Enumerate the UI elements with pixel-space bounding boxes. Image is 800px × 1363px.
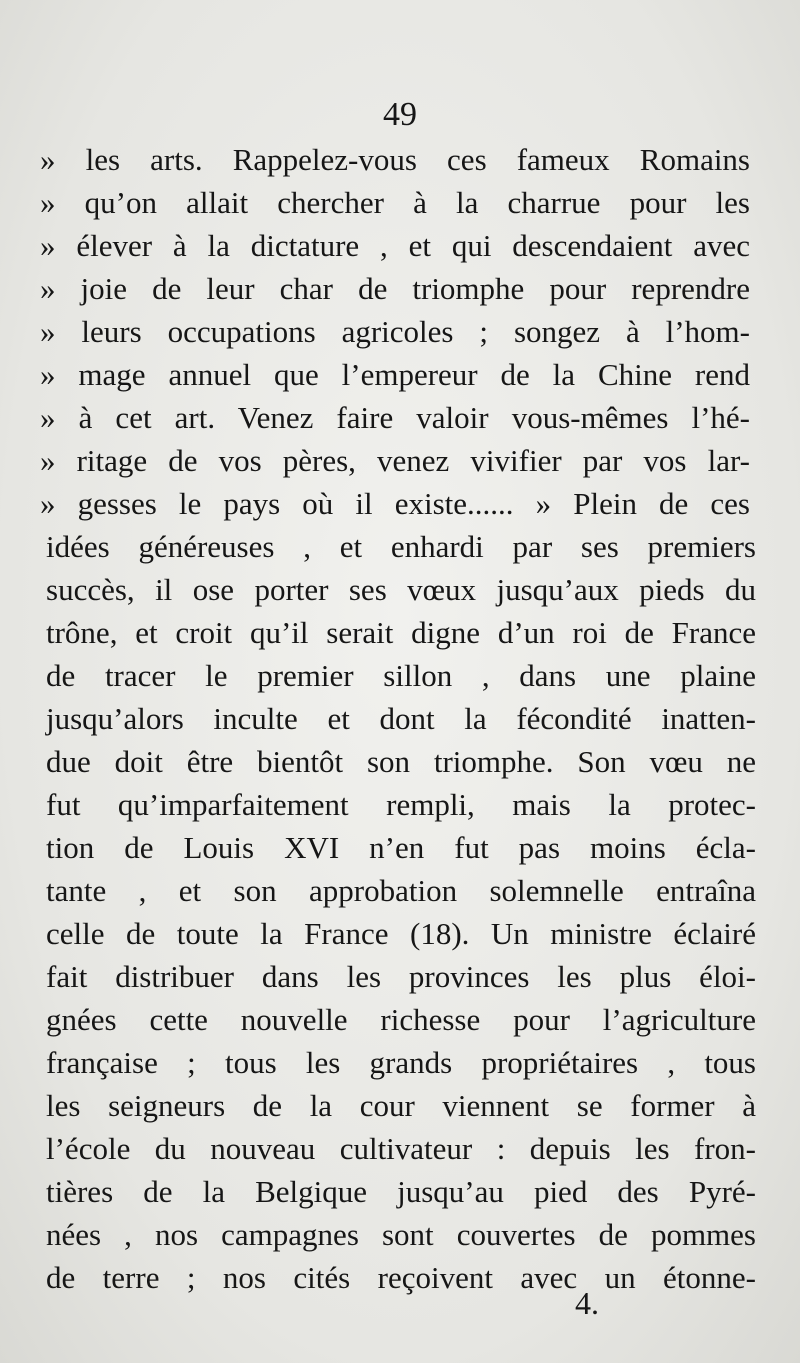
text-line: trône, et croit qu’il serait digne d’un roi de France bbox=[46, 615, 756, 650]
text-line: nées , nos campagnes sont couvertes de pommes bbox=[46, 1217, 756, 1252]
text-line: tières de la Belgique jusqu’au pied des Pyré- bbox=[46, 1174, 756, 1209]
text-line: française ; tous les grands propriétaires , tous bbox=[46, 1045, 756, 1080]
text-line: succès, il ose porter ses vœux jusqu’aux pieds du bbox=[46, 572, 756, 607]
text-line: gnées cette nouvelle richesse pour l’agriculture bbox=[46, 1002, 756, 1037]
text-line: » les arts. Rappelez-vous ces fameux Romains bbox=[40, 142, 750, 177]
text-line: celle de toute la France (18). Un ministre éclairé bbox=[46, 916, 756, 951]
text-line: tante , et son approbation solemnelle entraîna bbox=[46, 873, 756, 908]
text-line: due doit être bientôt son triomphe. Son vœu ne bbox=[46, 744, 756, 779]
text-line: » mage annuel que l’empereur de la Chine rend bbox=[40, 357, 750, 392]
text-line: tion de Louis XVI n’en fut pas moins écla- bbox=[46, 830, 756, 865]
text-line: » leurs occupations agricoles ; songez à l’hom- bbox=[40, 314, 750, 349]
text-line: jusqu’alors inculte et dont la fécondité inatten- bbox=[46, 701, 756, 736]
page-number: 49 bbox=[383, 96, 417, 133]
text-line: les seigneurs de la cour viennent se former à bbox=[46, 1088, 756, 1123]
text-line: l’école du nouveau cultivateur : depuis les fron- bbox=[46, 1131, 756, 1166]
text-line: » élever à la dictature , et qui descendaient avec bbox=[40, 228, 750, 263]
text-line: de terre ; nos cités reçoivent avec un étonne- bbox=[46, 1260, 756, 1295]
text-line: » qu’on allait chercher à la charrue pour les bbox=[40, 185, 750, 220]
text-line: de tracer le premier sillon , dans une plaine bbox=[46, 658, 756, 693]
text-line: » gesses le pays où il existe...... » Plein de ces bbox=[40, 486, 750, 521]
text-line: fait distribuer dans les provinces les plus éloi- bbox=[46, 959, 756, 994]
text-line: fut qu’imparfaitement rempli, mais la protec- bbox=[46, 787, 756, 822]
text-line: idées généreuses , et enhardi par ses premiers bbox=[46, 529, 756, 564]
signature-mark: 4. bbox=[575, 1285, 599, 1321]
text-line: » à cet art. Venez faire valoir vous-mêmes l’hé- bbox=[40, 400, 750, 435]
text-line: » ritage de vos pères, venez vivifier par vos lar- bbox=[40, 443, 750, 478]
text-line: » joie de leur char de triomphe pour reprendre bbox=[40, 271, 750, 306]
